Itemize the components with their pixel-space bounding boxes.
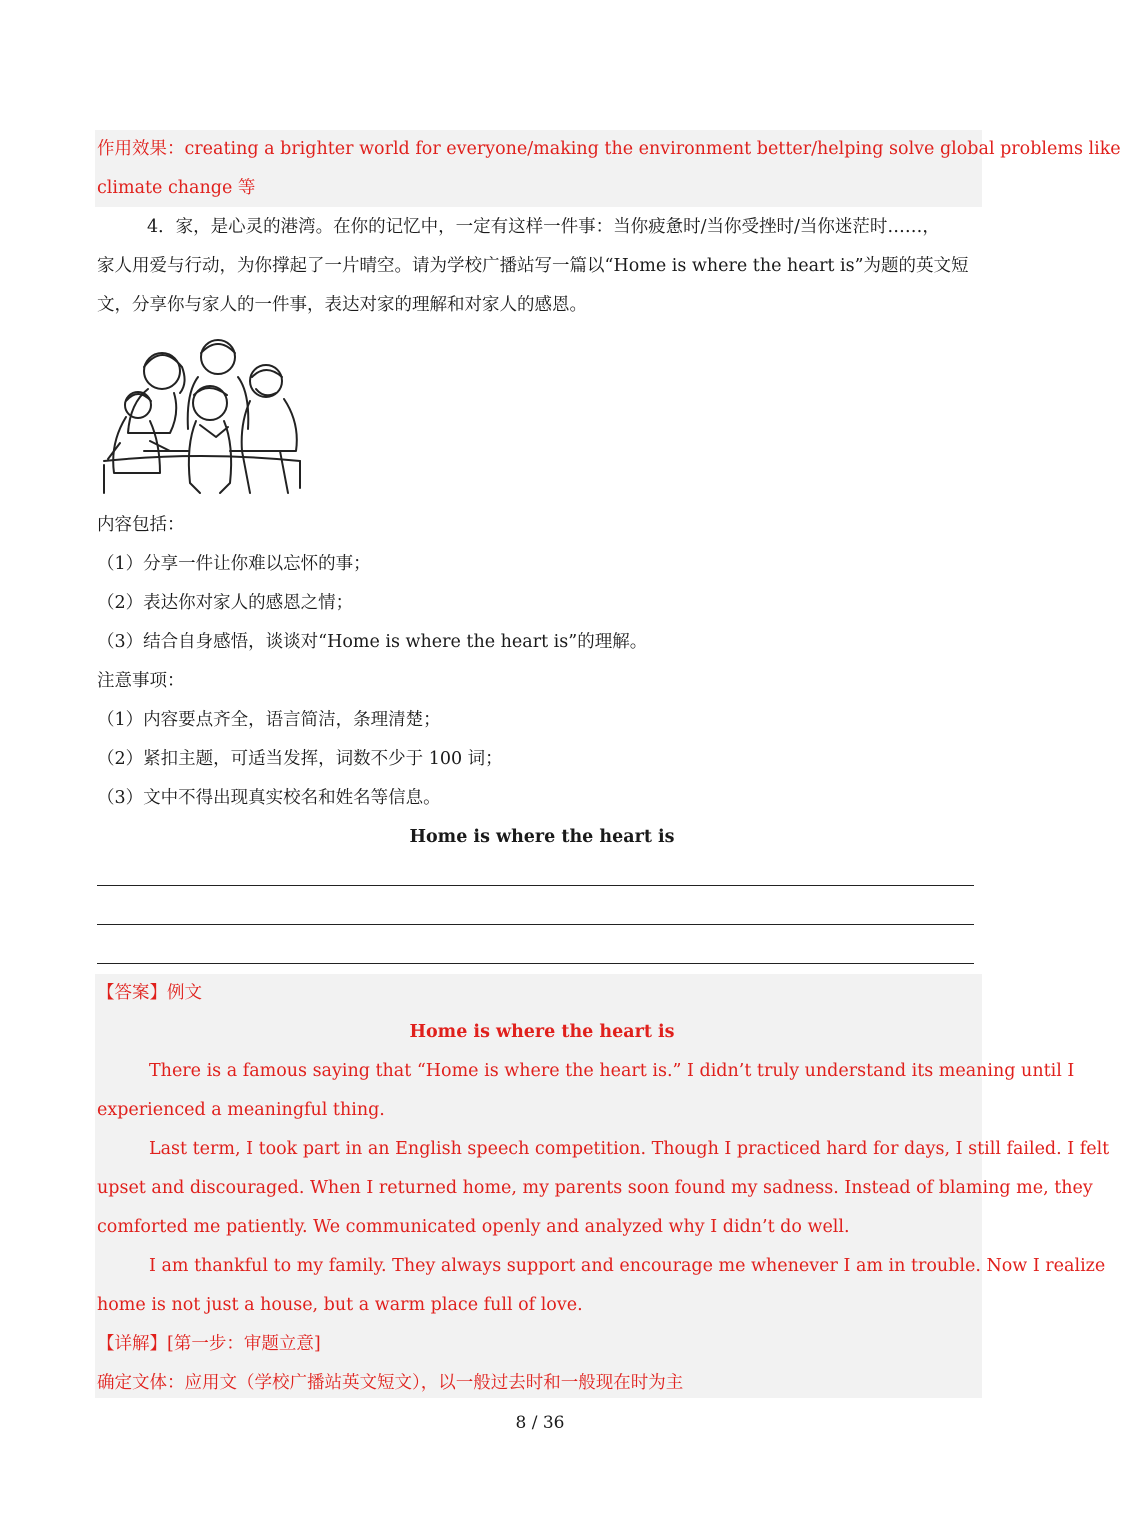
detail-label: 【详解】[第一步：审题立意] [97,1334,321,1354]
content-item-1: （1）分享一件让你难以忘怀的事； [97,554,371,574]
detail-line-1: 确定文体：应用文（学校广播站英文短文），以一般过去时和一般现在时为主 [97,1373,684,1393]
writing-line-2 [97,924,974,925]
answer-p3-line-1: I am thankful to my family. They always support and encourage me whenever I am in trouble. Now I realize [149,1256,1106,1276]
page-number: 8 / 36 [515,1413,565,1433]
question-line-3: 文，分享你与家人的一件事，表达对家的理解和对家人的感恩。 [97,295,587,315]
answer-p1-line-2: experienced a meaningful thing. [97,1100,385,1120]
question-line-2: 家人用爱与行动，为你撑起了一片晴空。请为学校广播站写一篇以“Home is where the heart is”为题的英文短 [97,256,969,276]
effect-line-2: climate change 等 [97,178,256,198]
family-illustration [100,333,305,498]
answer-title: Home is where the heart is [409,1022,675,1042]
content-item-2: （2）表达你对家人的感恩之情； [97,593,354,613]
answer-label: 【答案】例文 [97,983,202,1003]
question-line-1: 4．家，是心灵的港湾。在你的记忆中，一定有这样一件事：当你疲惫时/当你受挫时/当你迷茫时……， [147,217,940,237]
notes-item-1: （1）内容要点齐全，语言简洁，条理清楚； [97,710,441,730]
answer-p2-line-1: Last term, I took part in an English speech competition. Though I practiced hard for days, I still failed. I felt [149,1139,1110,1159]
essay-title: Home is where the heart is [409,827,675,847]
content-heading: 内容包括： [97,515,185,535]
writing-line-1 [97,885,974,886]
answer-p1-line-1: There is a famous saying that “Home is where the heart is.” I didn’t truly understand its meaning until I [149,1061,1075,1081]
answer-p2-line-3: comforted me patiently. We communicated openly and analyzed why I didn’t do well. [97,1217,850,1237]
notes-heading: 注意事项： [97,671,185,691]
writing-line-3 [97,963,974,964]
answer-p2-line-2: upset and discouraged. When I returned home, my parents soon found my sadness. Instead of blaming me, they [97,1178,1093,1198]
notes-item-3: （3）文中不得出现真实校名和姓名等信息。 [97,788,441,808]
effect-line-1: 作用效果：creating a brighter world for everyone/making the environment better/helping solve global problems like [97,139,1121,159]
content-item-3: （3）结合自身感悟，谈谈对“Home is where the heart is”的理解。 [97,632,648,652]
notes-item-2: （2）紧扣主题，可适当发挥，词数不少于 100 词； [97,749,503,769]
answer-p3-line-2: home is not just a house, but a warm place full of love. [97,1295,583,1315]
